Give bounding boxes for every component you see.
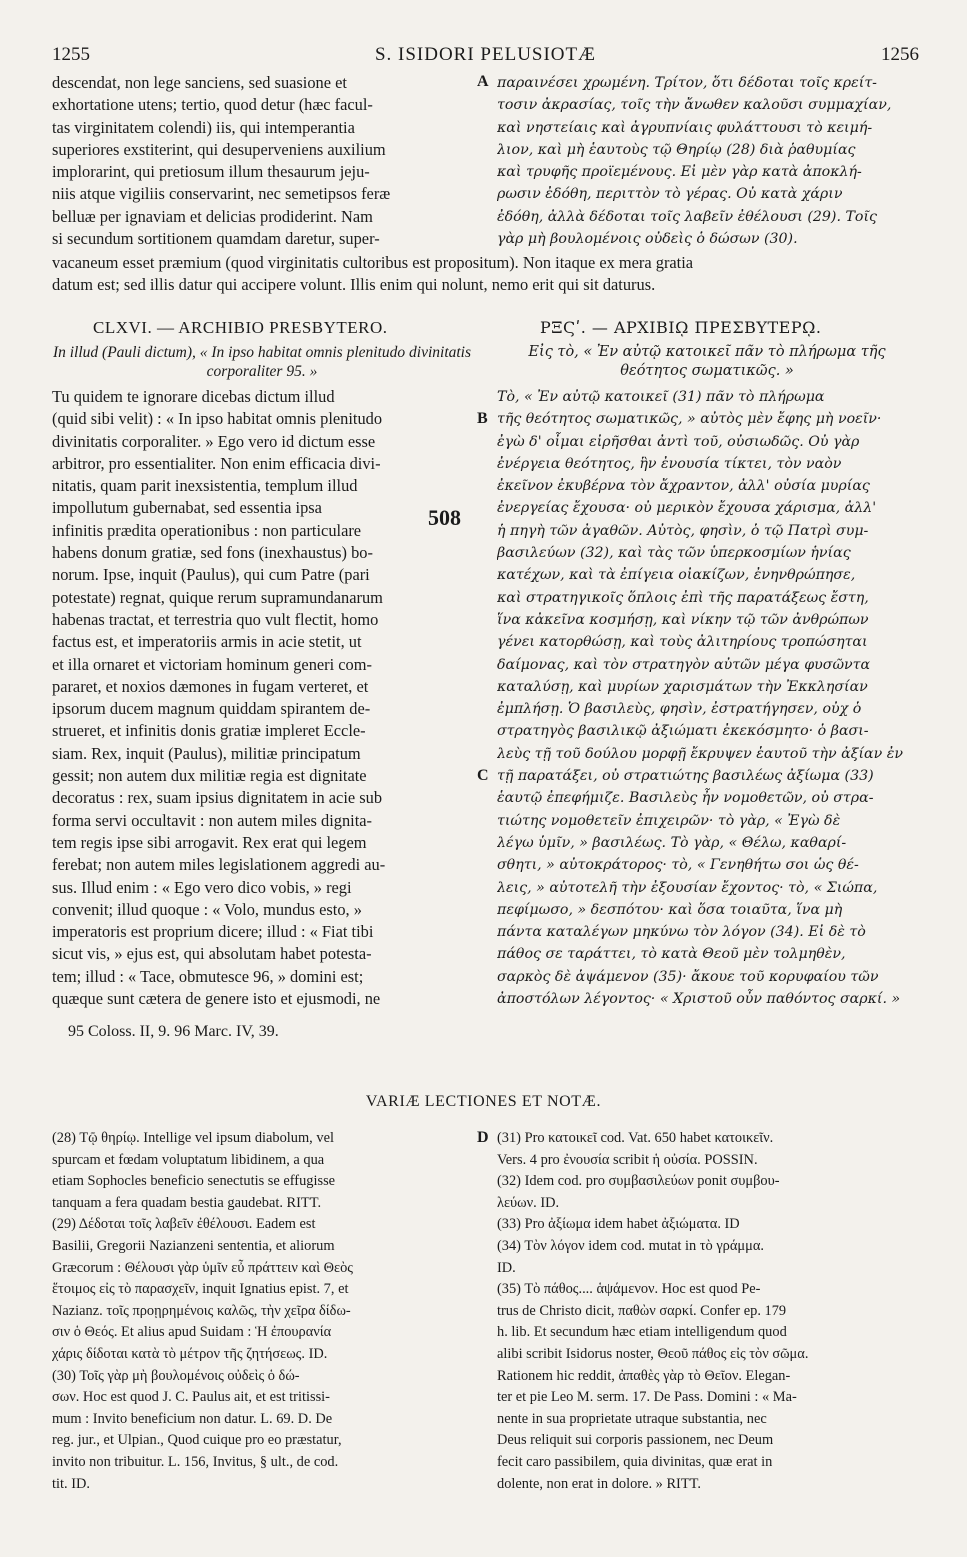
page-number-left: 1255 — [52, 44, 90, 65]
text-line: ρωσιν ἐδόθη, περιττὸν τὸ γέρας. Οὐ κατὰ χάριν — [497, 186, 843, 203]
text-line: λεις, » αὐτοτελῆ τὴν ἐξουσίαν ἔχοντος· τὸ, « Σιώπα, — [497, 879, 878, 896]
text-line: τῇ παρατάξει, οὐ στρατιώτης βασιλέως ἀξίωμα (33) — [497, 768, 874, 785]
text-line: πάθος σε ταράττει, τὸ κατὰ Θεοῦ μὲν τολμηθὲν, — [497, 946, 846, 963]
text-line: factus est, et imperatoriis armis in acie stetit, ut — [52, 632, 362, 652]
text-line: spurcam et fœdam voluptatum libidinem, a qua — [52, 1151, 325, 1168]
text-line: (33) Pro ἀξίωμα idem habet ἀξιώματα. ID — [497, 1216, 740, 1233]
text-line: tem; illud : « Tace, obmutesce 96, » domini est; — [52, 966, 364, 986]
text-line: Deus reliquit sui corporis passionem, nec Deum — [497, 1432, 774, 1449]
text-line: etiam Sophocles beneficio senectutis se effugisse — [52, 1173, 336, 1190]
text-line: βασιλεύων (32), καὶ τὰς τῶν ὑπερκοσμίων ἡνίας — [497, 545, 851, 562]
text-line: niis atque vigiliis conservarint, nec semetipsos feræ — [52, 184, 391, 204]
text-line: datum est; sed illis datur qui accipere volunt. Illis enim qui nolunt, nemo erit qui sit daturus. — [52, 275, 656, 295]
text-line: Rationem hic reddit, ἀπαθὲς γὰρ τὸ Θεῖον. Elegan- — [497, 1367, 791, 1384]
running-header — [52, 44, 919, 70]
text-line: h. lib. Et secundum hæc etiam intelligendum quod — [497, 1324, 787, 1341]
text-line: (quid sibi velit) : « In ipso habitat omnis plenitudo — [52, 409, 383, 429]
text-line: ἐδόθη, ἀλλὰ δέδοται τοῖς λαβεῖν ἐθέλουσι (29). Τοῖς — [497, 208, 877, 225]
text-line: et illa ornaret et victoriam hominum generi com- — [52, 654, 372, 674]
notes-left-column — [52, 1128, 474, 1495]
text-line: potestate) regnat, quique rerum supramundanarum — [52, 587, 383, 607]
scripture-footnote: 95 Coloss. II, 9. 96 Marc. IV, 39. — [68, 1023, 279, 1040]
column-number-508: 508 — [428, 505, 461, 530]
margin-marker-c: C — [477, 767, 489, 784]
text-line: λιον, καὶ μὴ ἑαυτοὺς τῷ Θηρίῳ (28) διὰ ῥαθυμίας — [497, 141, 856, 158]
text-line: ferebat; non autem miles legislationem aggredi au- — [52, 855, 386, 875]
text-line: ἕτοιμος εἰς τὸ παρασχεῖν, inquit Ignatius epist. 7, et — [52, 1281, 349, 1298]
text-line: Nazianz. τοῖς προῃρημένοις καλῶς, τὴν χεῖρα δίδω- — [52, 1302, 351, 1319]
text-line: forma servi occultavit : non autem miles dignita- — [52, 810, 372, 830]
text-line: ἐγὼ δ' οἶμαι εἰρῆσθαι ἀντὶ τοῦ, οὐσιωδῶς. Οὐ γὰρ — [497, 433, 860, 450]
text-line: sicut vis, » ejus est, qui absolutam habet potesta- — [52, 944, 372, 964]
text-line: σθητι, » αὐτοκράτορος· τὸ, « Γενηθήτω σοι ὡς θέ- — [497, 857, 859, 874]
margin-marker-b: B — [477, 410, 488, 427]
text-line: quæque sunt cætera de genere isto et ejusmodi, ne — [52, 989, 381, 1009]
top-full-width-lines — [52, 252, 918, 297]
text-line: παραινέσει χρωμένη. Τρίτον, ὅτι δέδοται τοῖς κρείτ- — [497, 75, 877, 91]
text-line: ter et pie Leo M. serm. 17. De Pass. Domini : « Ma- — [497, 1389, 797, 1406]
text-line: mum : Invito beneficium non datur. L. 69. D. De — [52, 1410, 333, 1427]
text-line: δαίμονας, καὶ τὸν στρατηγὸν αὐτῶν μέγα φυσῶντα — [497, 656, 871, 673]
text-line: vacaneum esset præmium (quod virginitatis cultoribus est propositum). Non itaque ex mera gratia — [52, 253, 694, 272]
text-line: sus. Illud enim : « Ego vero dico vobis, » regi — [52, 877, 352, 897]
top-greek-column — [497, 72, 919, 250]
margin-marker-a: A — [477, 73, 489, 90]
text-line: (32) Idem cod. pro συμβασιλεύων ponit συμβου- — [497, 1173, 780, 1190]
text-line: πεφίμωσο, » δεσπότου· καὶ ὅσα τοιαῦτα, ἵνα μὴ — [497, 901, 843, 918]
text-line: norum. Ipse, inquit (Paulus), qui cum Patre (pari — [52, 565, 370, 585]
text-line: γένει κατορθώσῃ, καὶ τοὺς ἀλιτηρίους τροπώσηται — [497, 634, 868, 651]
text-line: nente in sua proprietate utraque substantia, nec — [497, 1410, 767, 1427]
notes-title: VARIÆ LECTIONES ET NOTÆ. — [365, 1093, 602, 1110]
text-line: ἵνα κἀκεῖνα κοσμήσῃ, καὶ νίκην τῷ τῶν ἀνθρώπων — [497, 611, 869, 628]
text-line: decoratus : rex, suam ipsius dignitatem in acie sub — [52, 788, 383, 808]
text-line: descendat, non lege sanciens, sed suasione et — [52, 73, 347, 92]
text-line: tit. ID. — [52, 1475, 90, 1492]
text-line: invito non tribuitur. L. 156, Invitus, § ult., de cod. — [52, 1453, 339, 1470]
text-line: habenas tractat, et terrestria quo vult flectit, homo — [52, 609, 379, 629]
text-line: ipsorum ducem magnum quiddam spirantem de- — [52, 699, 371, 719]
greek-letter-subtitle: Εἰς τὸ, « Ἐν αὐτῷ κατοικεῖ πᾶν τὸ πλήρωμα τῆς θεότητος σωματικῶς. » — [528, 344, 886, 379]
text-line: superiores exstiterint, qui desuperveniens auxilium — [52, 139, 386, 159]
text-line: arbitror, pro essentialiter. Non enim efficacia divi- — [52, 453, 381, 473]
text-line: καὶ στρατηγικοῖς ὅπλοις ἐπὶ τῆς παρατάξεως ἔστη, — [497, 589, 869, 606]
text-line: Τὸ, « Ἐν αὐτῷ κατοικεῖ (31) πᾶν τὸ πλήρωμα — [497, 389, 825, 405]
text-line: convenit; illud quoque : « Volo, mundus esto, » — [52, 899, 362, 919]
notes-right-column — [497, 1128, 919, 1495]
text-line: tanquam a fera quadam bestia gaudebat. RITT. — [52, 1194, 322, 1211]
text-line: impollutum gubernabat, sed essentia ipsa — [52, 498, 322, 518]
margin-marker-d: D — [477, 1129, 489, 1146]
text-line: λέγω ὑμῖν, » βασιλέως. Τὸ γὰρ, « Θέλω, καθαρί- — [497, 834, 847, 851]
text-line: ἐνέργεια θεότητος, ἣν ἐνουσία τίκτει, τὸν ναὸν — [497, 455, 842, 472]
text-line: (31) Pro κατοικεῖ cod. Vat. 650 habet κατοικεῖν. — [497, 1130, 774, 1146]
text-line: τοσιν ἀκρασίας, τοῖς τὴν ἄνωθεν καλοῦσι συμμαχίαν, — [497, 97, 892, 114]
text-line: trus de Christo dicit, παθὼν σαρκί. Confer ep. 179 — [497, 1302, 787, 1319]
text-line: καὶ νηστείαις καὶ ἀγρυπνίαις φυλάττουσι τὸ κειμή- — [497, 119, 873, 136]
text-line: si secundum sortitionem quamdam daretur, super- — [52, 229, 380, 249]
text-line: strueret, et infinitis donis gratiæ impleret Eccle- — [52, 721, 366, 741]
text-line: ἐμπλήσῃ. Ὁ βασιλεὺς, φησὶν, ἐστρατήγησεν, οὐχ ὁ — [497, 701, 862, 718]
text-line: ID. — [497, 1259, 516, 1276]
text-line: κατέχων, καὶ τὰ ἐπίγεια οἰακίζων, ἐνηνθρώπησε, — [497, 567, 856, 584]
text-line: ἑαυτῷ ἐπεφήμιζε. Βασιλεὺς ἦν νομοθετῶν, οὐ στρα- — [497, 790, 874, 807]
text-line: καταλύσῃ, καὶ μυρίων χαρισμάτων τὴν Ἐκκλησίαν — [497, 678, 868, 695]
text-line: σιν ὁ Θεός. Et alius apud Suidam : Ἡ ἐπουρανία — [52, 1324, 332, 1341]
greek-letter-heading: ΡΞϚʹ. — ΑΡΧΙΒΙῼ ΠΡΕΣΒΥΤΕΡῼ. — [540, 318, 822, 337]
text-line: tem regis ipse sibi arrogavit. Rex erat qui legem — [52, 832, 367, 852]
text-line: σαρκὸς δὲ ἁψάμενον (35)· ἄκουε τοῦ κορυφαίου τῶν — [497, 968, 879, 985]
text-line: λεύων. ID. — [497, 1194, 560, 1211]
running-title: S. ISIDORI PELUSIOTÆ — [374, 44, 597, 65]
text-line: γὰρ μὴ βουλομένοις οὐδεὶς ὁ δώσων (30). — [497, 231, 798, 248]
body-latin-column — [52, 386, 474, 1010]
latin-letter-heading: CLXVI. — ARCHIBIO PRESBYTERO. — [93, 318, 388, 337]
text-line: gessit; non autem dux militiæ regia est dignitate — [52, 766, 367, 786]
text-line: divinitatis corporaliter. » Ego vero id dictum esse — [52, 431, 376, 451]
text-line: ἡ πηγὴ τῶν ἀγαθῶν. Αὐτὸς, φησὶν, ὁ τῷ Πατρὶ συμ- — [497, 522, 869, 539]
text-line: ἐνεργείας ἔχουσα· οὐ μερικὸν ἔχουσα χάρισμα, ἀλλ' — [497, 500, 877, 517]
text-line: alibi scribit Isidorus noster, Θεοῦ πάθος εἰς τὸν σῶμα. — [497, 1345, 809, 1362]
text-line: dolente, non erat in dolore. » RITT. — [497, 1475, 701, 1492]
text-line: imperatoris est proprium dicere; illud : « Fiat tibi — [52, 922, 374, 942]
text-line: belluæ per ignaviam et delicias prodiderint. Nam — [52, 206, 373, 226]
text-line: implorarint, qui pretiosum illum thesaurum jeju- — [52, 162, 370, 182]
body-greek-column — [497, 386, 919, 1010]
text-line: (34) Τὸν λόγον idem cod. mutat in τὸ γράμμα. — [497, 1237, 764, 1254]
page-number-right: 1256 — [881, 44, 919, 65]
latin-letter-subtitle: In illud (Pauli dictum), « In ipso habitat omnis plenitudo divinitatis corporaliter 95. » — [52, 344, 472, 380]
text-line: ἀποστόλων λέγοντος· « Χριστοῦ οὖν παθόντος σαρκί. » — [497, 991, 901, 1008]
text-line: reg. jur., et Ulpian., Quod cuique pro eo præstatur, — [52, 1432, 342, 1449]
text-line: στρατηγὸς βασιλικῷ ἀξιώματι ἐκεκόσμητο· ὁ βασι- — [497, 723, 869, 740]
text-line: σων. Hoc est quod J. C. Paulus ait, et est tritissi- — [52, 1389, 330, 1406]
text-line: pararet, et noxios dæmones in fugam verteret, et — [52, 676, 369, 696]
text-line: nitatis, quam parit inexsistentia, templum illud — [52, 476, 358, 496]
text-line: infinitis prædita operationibus : non particulare — [52, 520, 362, 540]
text-line: λεὺς τῇ τοῦ δούλου μορφῇ ἔκρυψεν ἑαυτοῦ τὴν ἀξίαν ἐν — [497, 745, 903, 762]
text-line: ἐκεῖνον ἐκυβέρνα τὸν ἄχραντον, ἀλλ' οὐσία μυρίας — [497, 478, 870, 495]
text-line: Græcorum : Θέλουσι γὰρ ὑμῖν εὖ πράττειν καὶ Θεὸς — [52, 1259, 353, 1276]
text-line: (28) Τῷ θηρίῳ. Intellige vel ipsum diabolum, vel — [52, 1130, 334, 1146]
text-line: Tu quidem te ignorare dicebas dictum illud — [52, 387, 335, 406]
text-line: χάρις δίδοται κατὰ τὸ μέτρον τῆς ζητήσεως. ID. — [52, 1345, 328, 1362]
text-line: καὶ τρυφῆς προϊεμένους. Εἰ μὲν γὰρ κατὰ ἀποκλή- — [497, 164, 862, 181]
text-line: τιώτης νομοθετεῖν ἐπιχειρῶν· τὸ γὰρ, « Ἐγὼ δὲ — [497, 812, 841, 829]
text-line: τῆς θεότητος σωματικῶς, » αὐτὸς μὲν ἔφης μὴ νοεῖν· — [497, 411, 882, 428]
text-line: siam. Rex, inquit (Paulus), militiæ principatum — [52, 743, 361, 763]
text-line: (30) Τοῖς γὰρ μὴ βουλομένοις οὐδεὶς ὁ δώ- — [52, 1367, 300, 1384]
text-line: tas virginitatem colendi) iis, qui intemperantia — [52, 117, 355, 137]
text-line: habens donum gratiæ, sed fons (inexhaustus) bo- — [52, 543, 373, 563]
text-line: Basilii, Gregorii Nazianzeni sententia, et aliorum — [52, 1237, 335, 1254]
text-line: Vers. 4 pro ἐνουσία scribit ἡ οὐσία. POSSIN. — [497, 1151, 758, 1168]
top-latin-column — [52, 72, 474, 250]
text-line: (29) Δέδοται τοῖς λαβεῖν ἐθέλουσι. Eadem est — [52, 1216, 316, 1233]
text-line: (35) Τὸ πάθος.... ἁψάμενον. Hoc est quod Pe- — [497, 1281, 761, 1298]
text-line: fecit caro passibilem, quia divinitas, quæ erat in — [497, 1453, 773, 1470]
text-line: exhortatione utens; tertio, quod detur (hæc facul- — [52, 95, 373, 115]
text-line: πάντα καταλέγων μηκύνω τὸν λόγον (34). Εἰ δὲ τὸ — [497, 924, 866, 941]
